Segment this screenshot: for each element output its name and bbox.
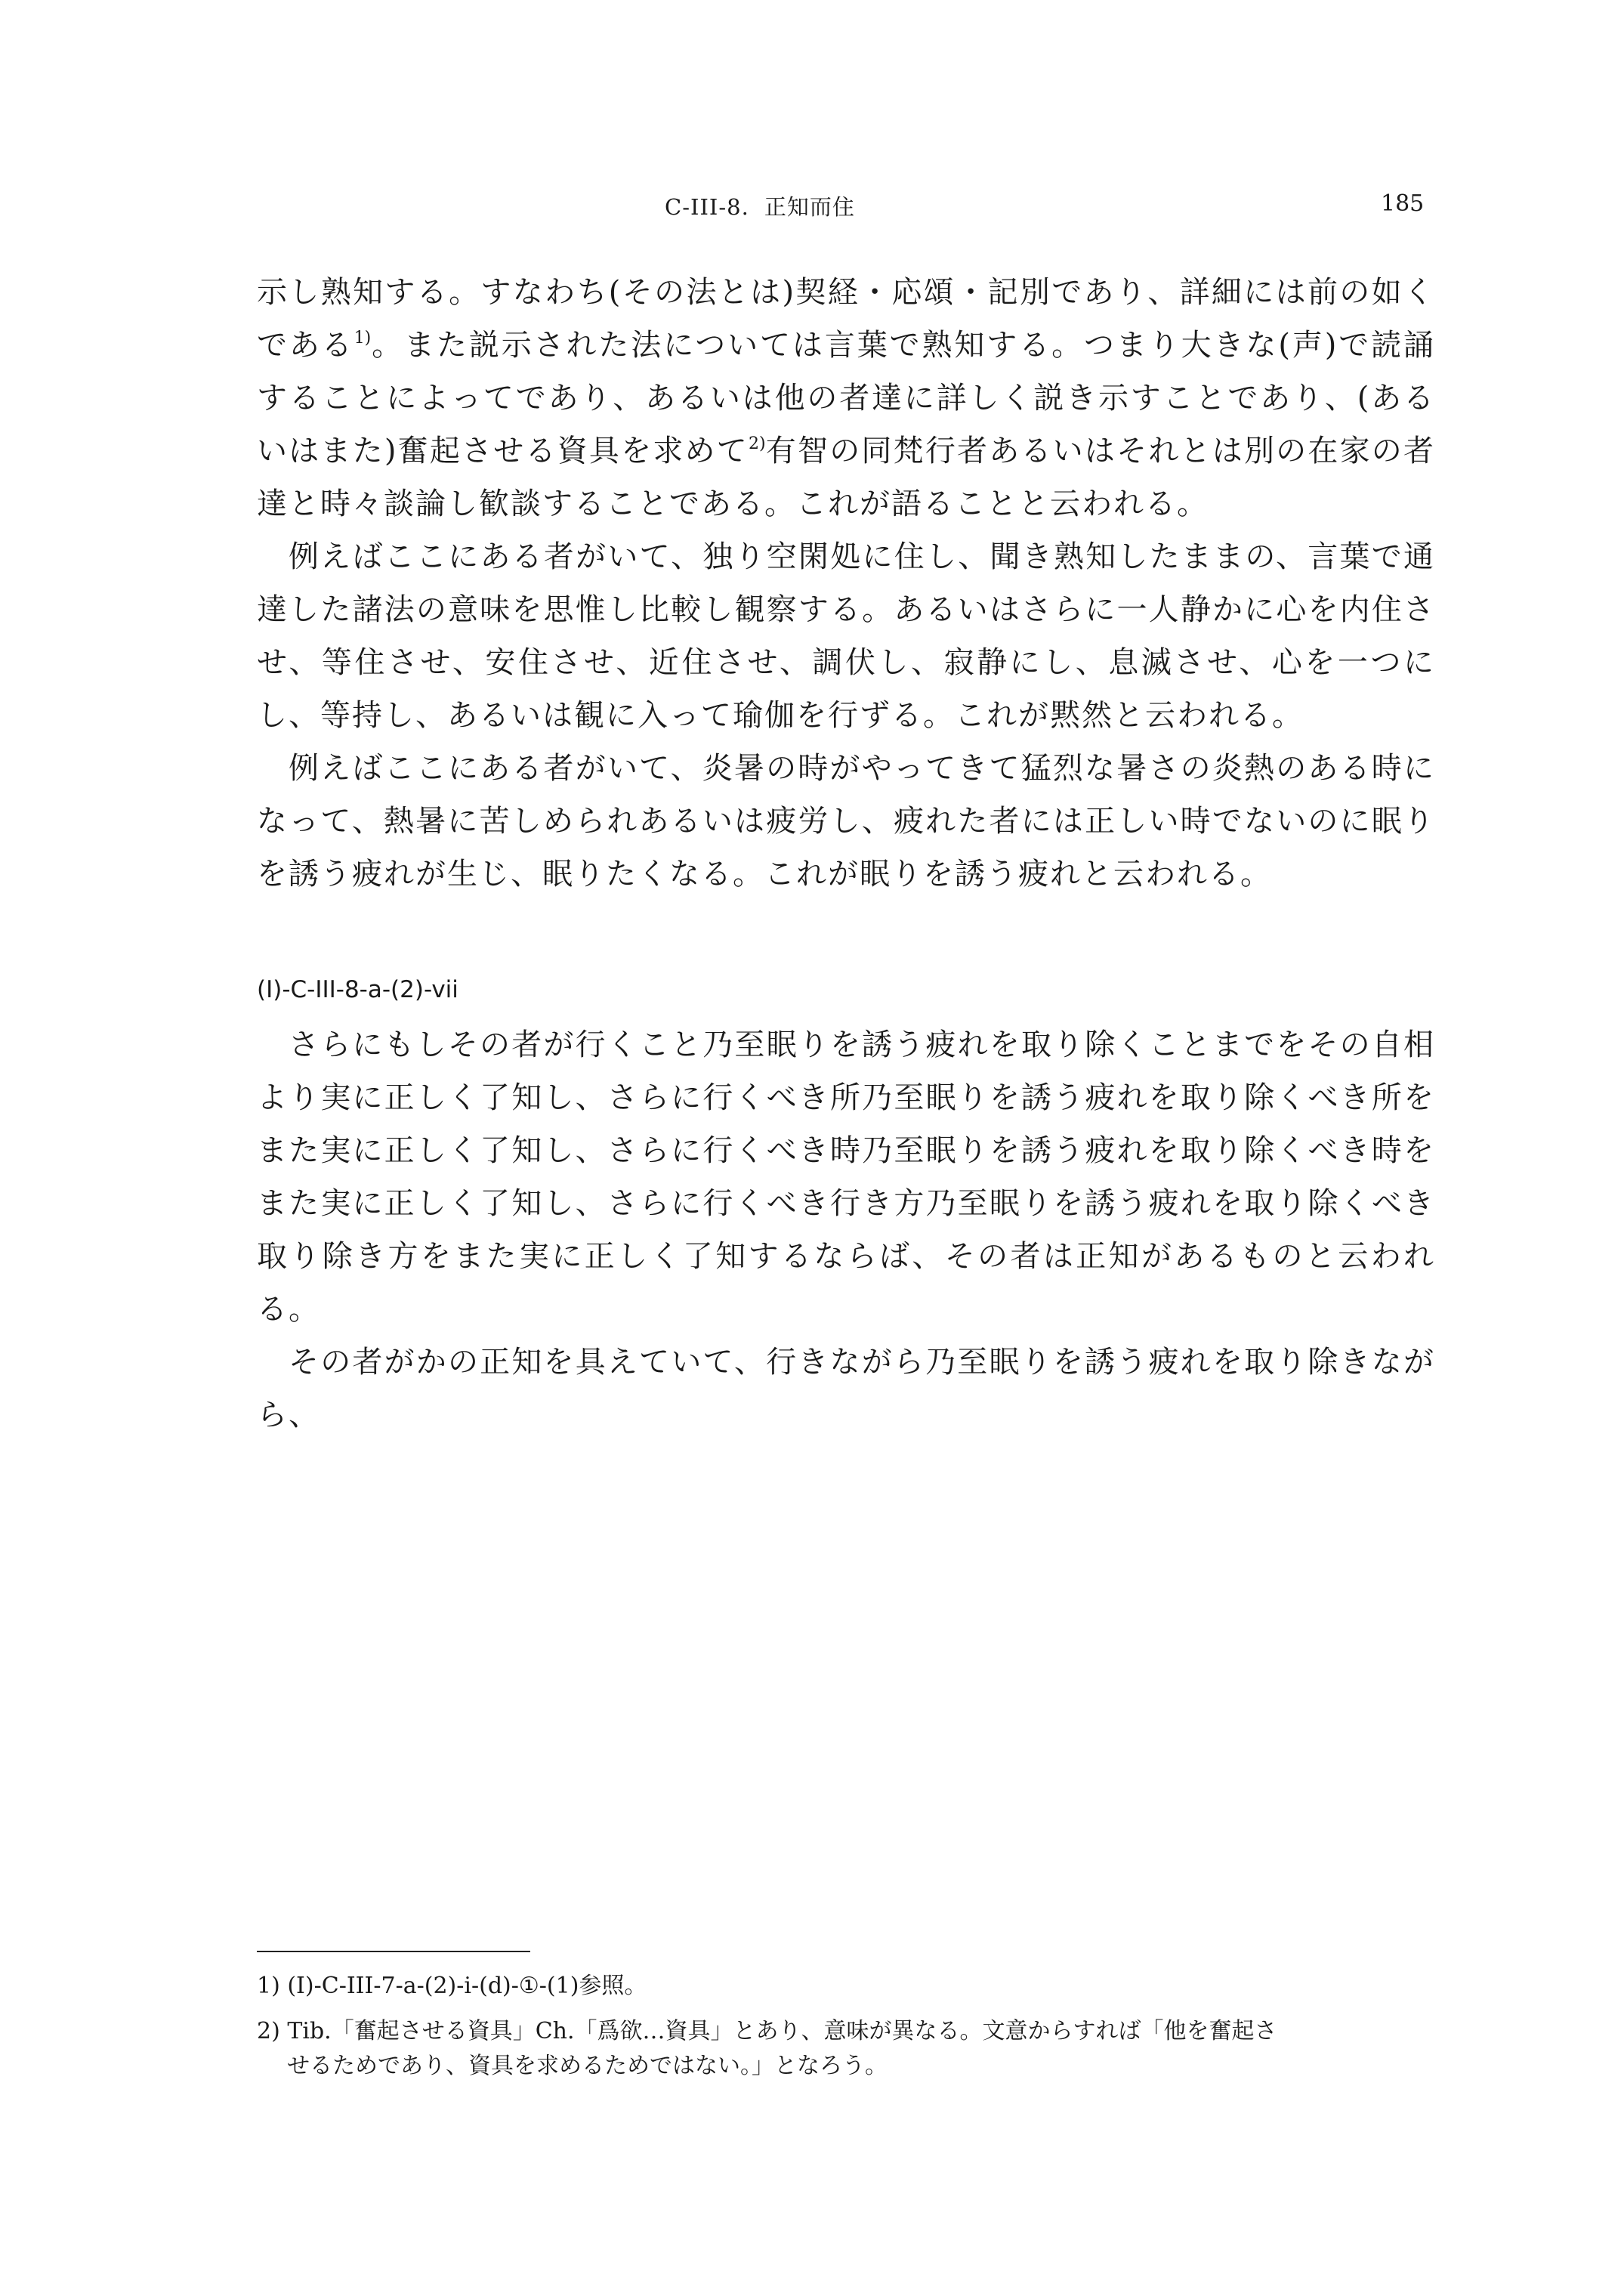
footnote-ref: 2) <box>748 434 766 453</box>
footnote-number: 1) <box>257 1973 280 1999</box>
paragraph: その者がかの正知を具えていて、行きながら乃至眠りを誘う疲れを取り除きながら、 <box>257 1345 1435 1432</box>
section-number: C-III-8. <box>665 194 749 220</box>
paragraph: 例えばここにある者がいて、独り空閑処に住し、聞き熟知したままの、言葉で通達した諸法の意味を思惟し比較し観察する。あるいはさらに一人静かに心を内住させ、等住させ、安住させ、近住させ、調伏し、寂静にし、息滅させ、心を一つにし、等持し、あるいは観に入って瑜伽を行ずる。これが黙然と云われる。 <box>257 539 1435 733</box>
footnote-text: (I)-C-III-7-a-(2)-i-(d)-①-(1)参照。 <box>287 1973 647 1999</box>
footnote-continuation: せるためであり、資具を求めるためではない。」となろう。 <box>287 2053 888 2079</box>
footnote <box>257 2014 1420 2084</box>
footnote-ref: 1) <box>354 329 372 348</box>
paragraph: さらにもしその者が行くこと乃至眠りを誘う疲れを取り除くことまでをその自相より実に正しく了知し、さらに行くべき所乃至眠りを誘う疲れを取り除くべき所をまた実に正しく了知し、さらに行くべき時乃至眠りを誘う疲れを取り除くべき時をまた実に正しく了知し、さらに行くべき行き方乃至眠りを誘う疲れを取り除くべき取り除き方をまた実に正しく了知するならば、その者は正知があるものと云われる。 <box>257 1027 1435 1327</box>
running-head <box>665 190 855 221</box>
paragraph-text: 示し熟知する。すなわち(その法とは)契経・応頌・記別であり、詳細には前の如くである <box>257 275 1435 363</box>
paragraph: 例えばここにある者がいて、炎暑の時がやってきて猛烈な暑さの炎熱のある時になって、熱暑に苦しめられあるいは疲労し、疲れた者には正しい時でないのに眠りを誘う疲れが生じ、眠りたくなる。これが眠りを誘う疲れと云われる。 <box>257 751 1435 892</box>
footnote-text: Tib.「奮起させる資具」Ch.「爲欲…資具」とあり、意味が異なる。文意からすれば「他を奮起さ <box>287 2018 1277 2044</box>
section-heading: (I)-C-III-8-a-(2)-vii <box>257 976 458 1003</box>
paragraph-text: 。また説示された法については言葉で熟知する。つまり大きな(声)で読誦することによってであり、あるいは他の者達に詳しく説き示すことであり、(あるいはまた)奮起させる資具を求めて <box>257 328 1436 468</box>
footnote-divider <box>257 1951 530 1952</box>
body-text-block-2 <box>257 1018 1435 1442</box>
paragraph <box>257 266 1435 530</box>
page-number: 185 <box>1381 190 1425 217</box>
body-text-block-1 <box>257 266 1435 901</box>
footnote-number: 2) <box>257 2018 280 2044</box>
footnotes <box>257 1969 1420 2094</box>
footnote <box>257 1969 1420 2004</box>
section-title: 正知而住 <box>764 194 855 220</box>
paragraph-text: 有智の同梵行者あるいはそれとは別の在家の者達と時々談論し歓談することである。これが語ることと云われる。 <box>257 434 1436 521</box>
